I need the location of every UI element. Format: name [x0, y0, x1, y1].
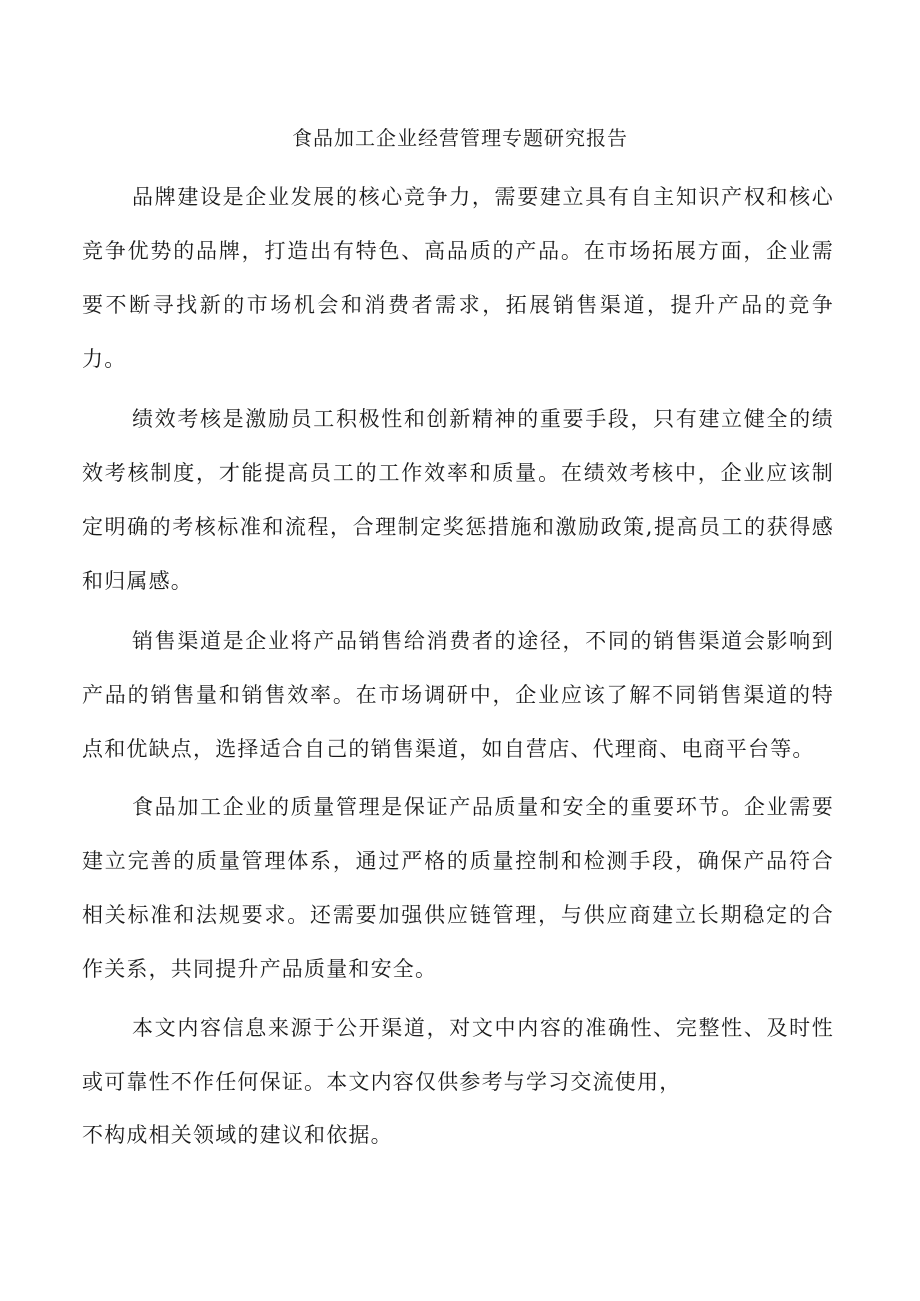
paragraph-quality-management: 食品加工企业的质量管理是保证产品质量和安全的重要环节。企业需要建立完善的质量管理体系，通过严格的质量控制和检测手段，确保产品符合相关标准和法规要求。还需要加强供应链管理，与供应商建立长期稳定的合作关系，共同提升产品质量和安全。	[82, 795, 834, 981]
paragraph-disclaimer: 本文内容信息来源于公开渠道，对文中内容的准确性、完整性、及时性或可靠性不作任何保证。本文内容仅供参考与学习交流使用，	[82, 1016, 834, 1094]
disclaimer-tail-line: 不构成相关领域的建议和依据。	[82, 1123, 393, 1147]
document-title: 食品加工企业经营管理专题研究报告	[292, 126, 628, 150]
paragraph-brand-building: 品牌建设是企业发展的核心竞争力，需要建立具有自主知识产权和核心竞争优势的品牌，打造出有特色、高品质的产品。在市场拓展方面，企业需要不断寻找新的市场机会和消费者需求，拓展销售渠道，提升产品的竞争力。	[82, 185, 834, 371]
paragraph-performance-appraisal: 绩效考核是激励员工积极性和创新精神的重要手段，只有建立健全的绩效考核制度，才能提高员工的工作效率和质量。在绩效考核中，企业应该制定明确的考核标准和流程，合理制定奖惩措施和激励政策,提高员工的获得感和归属感。	[82, 407, 834, 593]
paragraph-sales-channels: 销售渠道是企业将产品销售给消费者的途径，不同的销售渠道会影响到产品的销售量和销售效率。在市场调研中，企业应该了解不同销售渠道的特点和优缺点，选择适合自己的销售渠道，如自营店、代理商、电商平台等。	[82, 629, 834, 761]
